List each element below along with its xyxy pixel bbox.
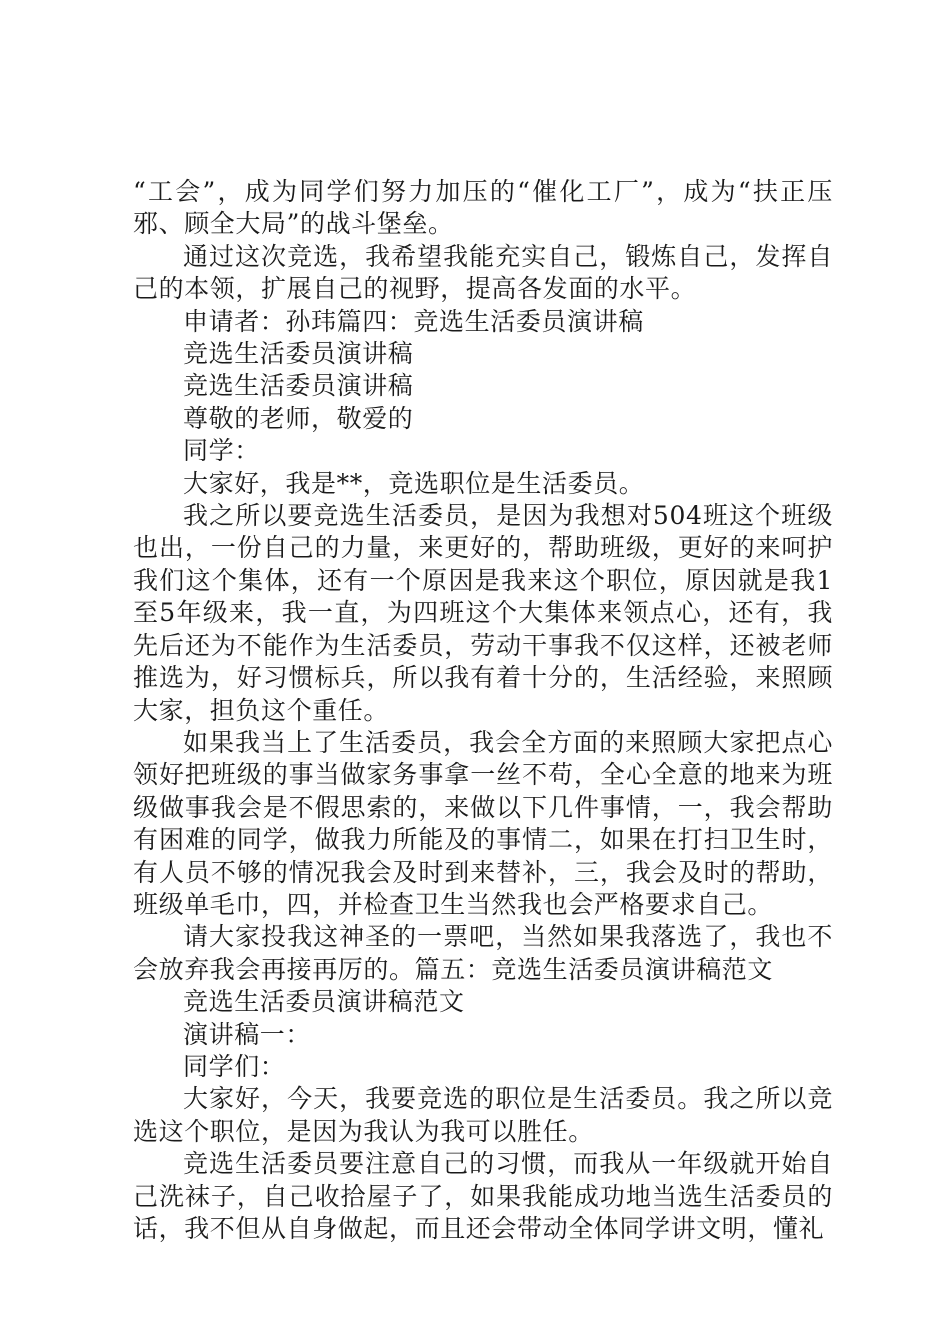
paragraph: 竞选生活委员要注意自己的习惯，而我从一年级就开始自己洗袜子，自己收拾屋子了，如果我能成功地当选生活委员的话，我不但从自身做起，而且还会带动全体同学讲文明，懂礼: [133, 1149, 833, 1243]
paragraph: 竞选生活委员演讲稿: [183, 339, 414, 369]
paragraph: 我之所以要竞选生活委员，是因为我想对504班这个班级也出，一份自己的力量，来更好的，帮助班级，更好的来呵护我们这个集体，还有一个原因是我来这个职位，原因就是我1至5年级来，我一直，为四班这个大集体来领点心，还有，我先后还为不能作为生活委员，劳动干事我不仅这样，还被老师推选为，好习惯标兵，所以我有着十分的，生活经验，来照顾大家，担负这个重任。: [133, 501, 833, 725]
paragraph: 如果我当上了生活委员，我会全方面的来照顾大家把点心领好把班级的事当做家务事拿一丝不苟，全心全意的地来为班级做事我会是不假思索的，来做以下几件事情，一，我会帮助有困难的同学，做我力所能及的事情二，如果在打扫卫生时，有人员不够的情况我会及时到来替补，三，我会及时的帮助，班级单毛巾，四，并检查卫生当然我也会严格要求自己。: [133, 727, 833, 919]
document-body: [133, 176, 833, 1245]
paragraph: 申请者：孙玮篇四：竞选生活委员演讲稿: [183, 306, 644, 336]
paragraph: 尊敬的老师，敬爱的: [183, 403, 414, 433]
paragraph: 同学们：: [183, 1051, 286, 1081]
paragraph: 大家好，我是**，竞选职位是生活委员。: [183, 468, 645, 498]
paragraph: 竞选生活委员演讲稿: [183, 371, 414, 401]
paragraph: 竞选生活委员演讲稿范文: [183, 987, 465, 1017]
paragraph: 演讲稿一：: [183, 1019, 312, 1049]
paragraph: 同学：: [183, 436, 260, 466]
paragraph: 大家好，今天，我要竞选的职位是生活委员。我之所以竞选这个职位，是因为我认为我可以胜任。: [133, 1084, 833, 1146]
paragraph: 通过这次竞选，我希望我能充实自己，锻炼自己，发挥自己的本领，扩展自己的视野，提高各发面的水平。: [133, 241, 833, 304]
paragraph: 请大家投我这神圣的一票吧，当然如果我落选了，我也不会放弃我会再接再厉的。篇五：竞选生活委员演讲稿范文: [133, 922, 833, 984]
paragraph: “工会”，成为同学们努力加压的“催化工厂”，成为“扶正压邪、顾全大局”的战斗堡垒。: [133, 177, 833, 239]
